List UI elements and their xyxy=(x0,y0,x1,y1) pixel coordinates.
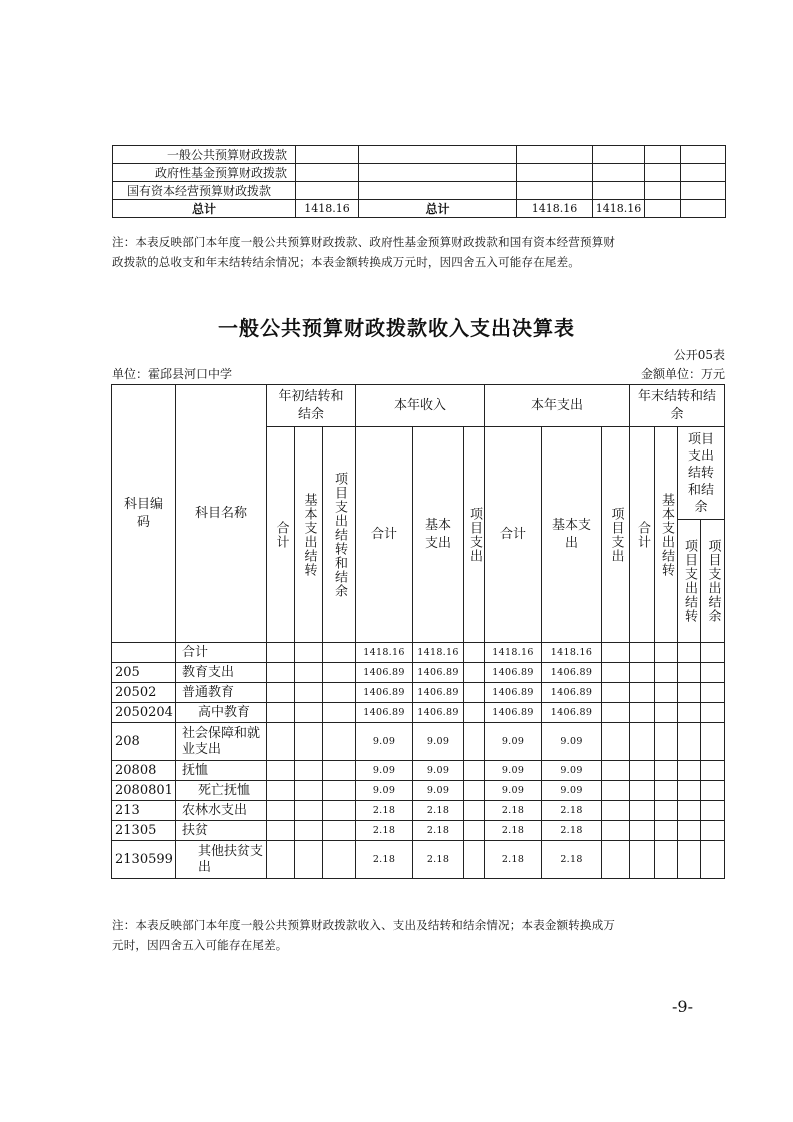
header-expense-total: 合计 xyxy=(485,427,542,643)
expense-basic-cell: 1406.89 xyxy=(542,663,602,683)
expense-total-cell: 1406.89 xyxy=(485,683,542,703)
unit-right: 金额单位：万元 xyxy=(640,367,725,381)
end-carry-cell xyxy=(678,841,701,879)
end-total-cell xyxy=(630,761,655,781)
end-basic-cell xyxy=(655,761,678,781)
income-total-cell: 1406.89 xyxy=(356,703,413,723)
begin-total-cell xyxy=(267,841,295,879)
expense-basic-cell: 9.09 xyxy=(542,761,602,781)
expense-project-cell xyxy=(602,821,630,841)
row-code xyxy=(112,643,176,663)
income-basic-cell: 2.18 xyxy=(413,801,464,821)
row-code: 20808 xyxy=(112,761,176,781)
end-remain-cell xyxy=(701,703,725,723)
begin-total-cell xyxy=(267,781,295,801)
income-basic-cell: 2.18 xyxy=(413,821,464,841)
expense-basic-cell: 1406.89 xyxy=(542,683,602,703)
header-income-group: 本年收入 xyxy=(356,385,485,427)
expense-total-cell: 9.09 xyxy=(485,781,542,801)
begin-basic-cell xyxy=(295,841,323,879)
begin-project-cell xyxy=(323,801,356,821)
income-basic-cell: 9.09 xyxy=(413,761,464,781)
begin-total-cell xyxy=(267,723,295,761)
income-project-cell xyxy=(464,723,485,761)
income-total-cell: 1406.89 xyxy=(356,683,413,703)
income-project-cell xyxy=(464,781,485,801)
end-basic-cell xyxy=(655,801,678,821)
expense-total-cell: 2.18 xyxy=(485,801,542,821)
begin-total-cell xyxy=(267,683,295,703)
header-begin-group: 年初结转和结余 xyxy=(267,385,356,427)
header-end-basic: 基本支出结转 xyxy=(659,492,674,577)
row-code: 20502 xyxy=(112,683,176,703)
end-carry-cell xyxy=(678,663,701,683)
table-row xyxy=(113,146,726,164)
begin-basic-cell xyxy=(295,663,323,683)
expense-basic-cell: 1418.16 xyxy=(542,643,602,663)
row-label: 国有资本经营预算财政拨款 xyxy=(113,182,296,200)
header-expense-project: 项目支出 xyxy=(608,506,624,563)
row-code: 2080801 xyxy=(112,781,176,801)
top-note-line-2: 政拨款的总收支和年末结转结余情况；本表金额转换成万元时，因四舍五入可能存在尾差。 xyxy=(112,255,580,269)
begin-basic-cell xyxy=(295,821,323,841)
begin-total-cell xyxy=(267,643,295,663)
income-basic-cell: 1406.89 xyxy=(413,703,464,723)
end-remain-cell xyxy=(701,643,725,663)
begin-basic-cell xyxy=(295,761,323,781)
begin-total-cell xyxy=(267,663,295,683)
income-total-cell: 1406.89 xyxy=(356,663,413,683)
income-project-cell xyxy=(464,643,485,663)
end-remain-cell xyxy=(701,821,725,841)
income-project-cell xyxy=(464,663,485,683)
expense-basic-cell: 2.18 xyxy=(542,821,602,841)
begin-project-cell xyxy=(323,723,356,761)
begin-total-cell xyxy=(267,761,295,781)
begin-project-cell xyxy=(323,703,356,723)
bottom-note-line-2: 元时，因四舍五入可能存在尾差。 xyxy=(112,938,288,952)
header-income-basic: 基本支出 xyxy=(413,427,464,643)
table-row xyxy=(112,761,725,781)
row-code: 21305 xyxy=(112,821,176,841)
income-total-cell: 2.18 xyxy=(356,801,413,821)
header-expense-group: 本年支出 xyxy=(485,385,630,427)
total-label-right: 总计 xyxy=(359,200,517,218)
expense-total-cell: 2.18 xyxy=(485,841,542,879)
begin-basic-cell xyxy=(295,643,323,663)
income-project-cell xyxy=(464,761,485,781)
total-label-left: 总计 xyxy=(113,200,296,218)
expense-project-cell xyxy=(602,801,630,821)
total-value-right-2: 1418.16 xyxy=(593,200,645,218)
bottom-note-line-1: 注：本表反映部门本年度一般公共预算财政拨款收入、支出及结转和结余情况；本表金额转换成万 xyxy=(112,918,616,932)
row-name: 教育支出 xyxy=(176,663,267,683)
row-name: 合计 xyxy=(176,643,267,663)
row-code: 205 xyxy=(112,663,176,683)
row-name: 高中教育 xyxy=(176,703,267,723)
table-row xyxy=(112,703,725,723)
expense-total-cell: 9.09 xyxy=(485,761,542,781)
begin-project-cell xyxy=(323,683,356,703)
header-end-group: 年末结转和结余 xyxy=(630,385,725,427)
end-basic-cell xyxy=(655,643,678,663)
header-income-project: 项目支出 xyxy=(467,506,482,563)
income-total-cell: 2.18 xyxy=(356,821,413,841)
row-code: 208 xyxy=(112,723,176,761)
income-project-cell xyxy=(464,821,485,841)
total-value-right-1: 1418.16 xyxy=(517,200,593,218)
unit-left: 单位：霍邱县河口中学 xyxy=(112,367,233,381)
end-remain-cell xyxy=(701,683,725,703)
income-basic-cell: 9.09 xyxy=(413,723,464,761)
income-project-cell xyxy=(464,683,485,703)
expense-project-cell xyxy=(602,663,630,683)
expense-total-cell: 2.18 xyxy=(485,821,542,841)
income-total-cell: 9.09 xyxy=(356,723,413,761)
end-basic-cell xyxy=(655,723,678,761)
header-expense-basic: 基本支出 xyxy=(542,427,602,643)
row-code: 2050204 xyxy=(112,703,176,723)
end-basic-cell xyxy=(655,703,678,723)
header-income-total: 合计 xyxy=(356,427,413,643)
income-total-cell: 1418.16 xyxy=(356,643,413,663)
header-begin-basic: 基本支出结转 xyxy=(301,492,317,577)
total-row xyxy=(113,200,726,218)
table-row xyxy=(112,841,725,879)
previous-table-fragment xyxy=(112,145,726,218)
end-total-cell xyxy=(630,781,655,801)
expense-total-cell: 1406.89 xyxy=(485,703,542,723)
header-end-total: 合计 xyxy=(635,520,650,549)
begin-total-cell xyxy=(267,801,295,821)
table-number: 公开05表 xyxy=(673,348,725,362)
row-code: 2130599 xyxy=(112,841,176,879)
expense-total-cell: 1418.16 xyxy=(485,643,542,663)
row-name: 其他扶贫支出 xyxy=(176,841,267,879)
end-basic-cell xyxy=(655,821,678,841)
table-row xyxy=(112,683,725,703)
end-carry-cell xyxy=(678,683,701,703)
top-note xyxy=(112,232,732,272)
end-carry-cell xyxy=(678,801,701,821)
begin-project-cell xyxy=(323,841,356,879)
expense-project-cell xyxy=(602,723,630,761)
expense-project-cell xyxy=(602,781,630,801)
header-row-1 xyxy=(112,385,725,427)
row-code: 213 xyxy=(112,801,176,821)
expense-project-cell xyxy=(602,703,630,723)
table-row xyxy=(112,801,725,821)
income-basic-cell: 2.18 xyxy=(413,841,464,879)
end-total-cell xyxy=(630,703,655,723)
end-carry-cell xyxy=(678,821,701,841)
end-carry-cell xyxy=(678,643,701,663)
end-total-cell xyxy=(630,643,655,663)
begin-project-cell xyxy=(323,821,356,841)
expense-project-cell xyxy=(602,683,630,703)
end-remain-cell xyxy=(701,781,725,801)
row-name: 死亡抚恤 xyxy=(176,781,267,801)
expense-total-cell: 9.09 xyxy=(485,723,542,761)
begin-basic-cell xyxy=(295,801,323,821)
begin-basic-cell xyxy=(295,703,323,723)
budget-table xyxy=(111,384,725,879)
table-row xyxy=(112,723,725,761)
end-remain-cell xyxy=(701,663,725,683)
row-name: 社会保障和就业支出 xyxy=(176,723,267,761)
end-basic-cell xyxy=(655,663,678,683)
income-basic-cell: 1406.89 xyxy=(413,663,464,683)
header-code: 科目编码 xyxy=(112,385,176,643)
expense-basic-cell: 9.09 xyxy=(542,723,602,761)
table-row xyxy=(113,182,726,200)
income-total-cell: 9.09 xyxy=(356,781,413,801)
begin-basic-cell xyxy=(295,683,323,703)
header-begin-total: 合计 xyxy=(273,520,289,549)
begin-project-cell xyxy=(323,663,356,683)
begin-total-cell xyxy=(267,703,295,723)
end-remain-cell xyxy=(701,761,725,781)
end-basic-cell xyxy=(655,781,678,801)
end-total-cell xyxy=(630,801,655,821)
end-total-cell xyxy=(630,683,655,703)
expense-project-cell xyxy=(602,761,630,781)
header-end-project-group: 项目支出结转和结余 xyxy=(678,427,725,520)
table-row xyxy=(113,164,726,182)
end-carry-cell xyxy=(678,781,701,801)
row-name: 扶贫 xyxy=(176,821,267,841)
end-remain-cell xyxy=(701,723,725,761)
end-total-cell xyxy=(630,723,655,761)
expense-basic-cell: 9.09 xyxy=(542,781,602,801)
total-row xyxy=(112,643,725,663)
income-project-cell xyxy=(464,801,485,821)
income-project-cell xyxy=(464,841,485,879)
expense-project-cell xyxy=(602,643,630,663)
income-total-cell: 9.09 xyxy=(356,761,413,781)
table-row xyxy=(112,663,725,683)
total-value-left: 1418.16 xyxy=(296,200,359,218)
page-number: -9- xyxy=(672,997,693,1016)
end-carry-cell xyxy=(678,703,701,723)
expense-basic-cell: 2.18 xyxy=(542,801,602,821)
begin-project-cell xyxy=(323,761,356,781)
expense-basic-cell: 2.18 xyxy=(542,841,602,879)
header-begin-project: 项目支出结转和结余 xyxy=(332,471,347,598)
row-name: 普通教育 xyxy=(176,683,267,703)
begin-total-cell xyxy=(267,821,295,841)
end-carry-cell xyxy=(678,723,701,761)
header-name: 科目名称 xyxy=(176,385,267,643)
end-total-cell xyxy=(630,821,655,841)
bottom-note xyxy=(112,915,732,955)
begin-project-cell xyxy=(323,643,356,663)
begin-project-cell xyxy=(323,781,356,801)
row-label: 一般公共预算财政拨款 xyxy=(113,146,296,164)
end-basic-cell xyxy=(655,683,678,703)
header-end-project-remain: 项目支出结余 xyxy=(705,539,721,623)
end-basic-cell xyxy=(655,841,678,879)
table-row xyxy=(112,821,725,841)
income-total-cell: 2.18 xyxy=(356,841,413,879)
income-basic-cell: 9.09 xyxy=(413,781,464,801)
expense-project-cell xyxy=(602,841,630,879)
end-total-cell xyxy=(630,663,655,683)
expense-total-cell: 1406.89 xyxy=(485,663,542,683)
table-row xyxy=(112,781,725,801)
header-end-project-carry: 项目支出结转 xyxy=(682,539,697,623)
row-name: 农林水支出 xyxy=(176,801,267,821)
income-project-cell xyxy=(464,703,485,723)
begin-basic-cell xyxy=(295,781,323,801)
end-remain-cell xyxy=(701,801,725,821)
end-carry-cell xyxy=(678,761,701,781)
page-title: 一般公共预算财政拨款收入支出决算表 xyxy=(218,316,575,340)
income-basic-cell: 1406.89 xyxy=(413,683,464,703)
income-basic-cell: 1418.16 xyxy=(413,643,464,663)
end-remain-cell xyxy=(701,841,725,879)
row-name: 抚恤 xyxy=(176,761,267,781)
begin-basic-cell xyxy=(295,723,323,761)
top-note-line-1: 注：本表反映部门本年度一般公共预算财政拨款、政府性基金预算财政拨款和国有资本经营预算财 xyxy=(112,235,616,249)
end-total-cell xyxy=(630,841,655,879)
expense-basic-cell: 1406.89 xyxy=(542,703,602,723)
row-label: 政府性基金预算财政拨款 xyxy=(113,164,296,182)
